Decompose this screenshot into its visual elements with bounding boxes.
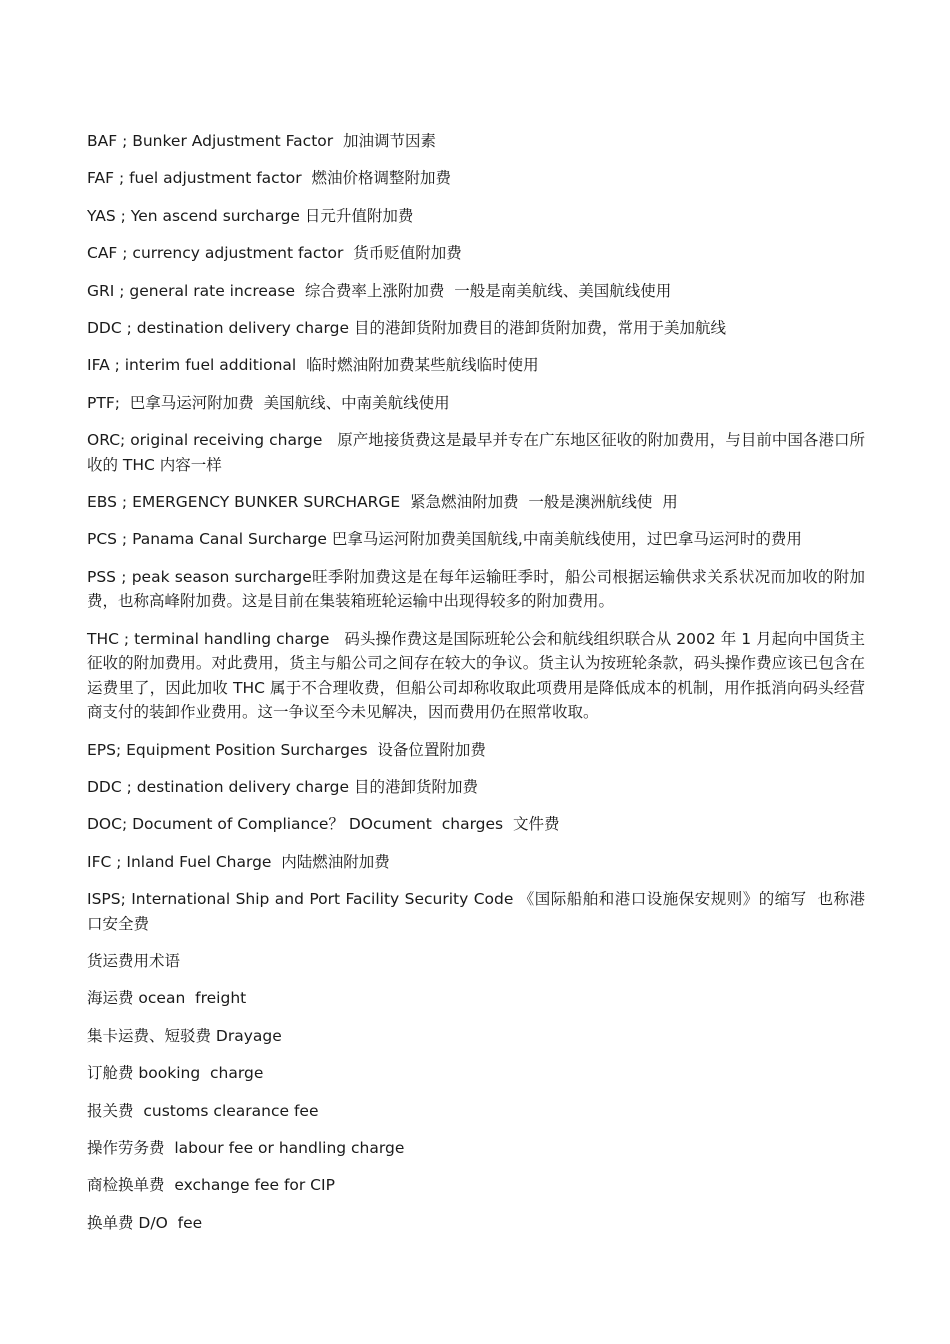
paragraph-ebs: EBS ; EMERGENCY BUNKER SURCHARGE 紧急燃油附加费 一般是澳洲航线使 用	[87, 493, 678, 512]
paragraph-booking-charge: 订舱费 booking charge	[87, 1064, 264, 1083]
paragraph-thc: THC ; terminal handling charge 码头操作费这是国际班轮公会和航线组织联合从 2002 年 1 月起向中国货主征收的附加费用。对此费用，货主与船公司之间存在较大的争议。货主认为按班轮条款，码头操作费应该已包含在运费里了，因此加收 THC 属于不合理收费，但船公司却称收取此项费用是降低成本的机制，用作抵消向码头经营商支付的装卸作业费用。这一争议至今未见解决，因而费用仍在照常收取。	[87, 629, 865, 722]
paragraph-ifc: IFC ; Inland Fuel Charge 内陆燃油附加费	[87, 852, 390, 871]
paragraph-yas: YAS ; Yen ascend surcharge 日元升值附加费	[87, 206, 414, 225]
paragraph-customs-clearance: 报关费 customs clearance fee	[87, 1101, 319, 1120]
paragraph-doc: DOC; Document of Compliance？ DOcument charges 文件费	[87, 815, 560, 834]
paragraph-gri: GRI ; general rate increase 综合费率上涨附加费 一般是南美航线、美国航线使用	[87, 281, 672, 300]
paragraph-pss: PSS ; peak season surcharge旺季附加费这是在每年运输旺季时，船公司根据运输供求关系状况而加收的附加费，也称高峰附加费。这是目前在集装箱班轮运输中出现得较多的附加费用。	[87, 567, 865, 611]
paragraph-faf: FAF ; fuel adjustment factor 燃油价格调整附加费	[87, 169, 451, 188]
paragraph-caf: CAF ; currency adjustment factor 货币贬值附加费	[87, 244, 462, 263]
paragraph-isps: ISPS; International Ship and Port Facility Security Code 《国际船舶和港口设施保安规则》的缩写 也称港口安全费	[87, 890, 865, 933]
paragraph-baf: BAF ; Bunker Adjustment Factor 加油调节因素	[87, 132, 436, 150]
paragraph-ifa: IFA ; interim fuel additional 临时燃油附加费某些航线临时使用	[87, 356, 539, 375]
paragraph-labour-fee: 操作劳务费 labour fee or handling charge	[87, 1138, 405, 1157]
paragraph-ddc: DDC ; destination delivery charge 目的港卸货附加费目的港卸货附加费，常用于美加航线	[87, 318, 726, 337]
paragraph-eps: EPS; Equipment Position Surcharges 设备位置附加费	[87, 740, 486, 759]
section-heading-freight-terms: 货运费用术语	[87, 952, 181, 971]
paragraph-exchange-fee: 商检换单费 exchange fee for CIP	[87, 1176, 335, 1195]
document-body	[87, 129, 865, 1248]
paragraph-do-fee: 换单费 D/O fee	[87, 1213, 203, 1232]
paragraph-ocean-freight: 海运费 ocean freight	[87, 989, 247, 1008]
paragraph-orc: ORC; original receiving charge 原产地接货费这是最早并专在广东地区征收的附加费用，与目前中国各港口所收的 THC 内容一样	[87, 431, 865, 474]
paragraph-ptf: PTF; 巴拿马运河附加费 美国航线、中南美航线使用	[87, 393, 450, 412]
paragraph-ddc-2: DDC ; destination delivery charge 目的港卸货附加费	[87, 777, 478, 796]
paragraph-pcs: PCS ; Panama Canal Surcharge 巴拿马运河附加费美国航线,中南美航线使用，过巴拿马运河时的费用	[87, 530, 802, 549]
paragraph-drayage: 集卡运费、短驳费 Drayage	[87, 1026, 282, 1045]
